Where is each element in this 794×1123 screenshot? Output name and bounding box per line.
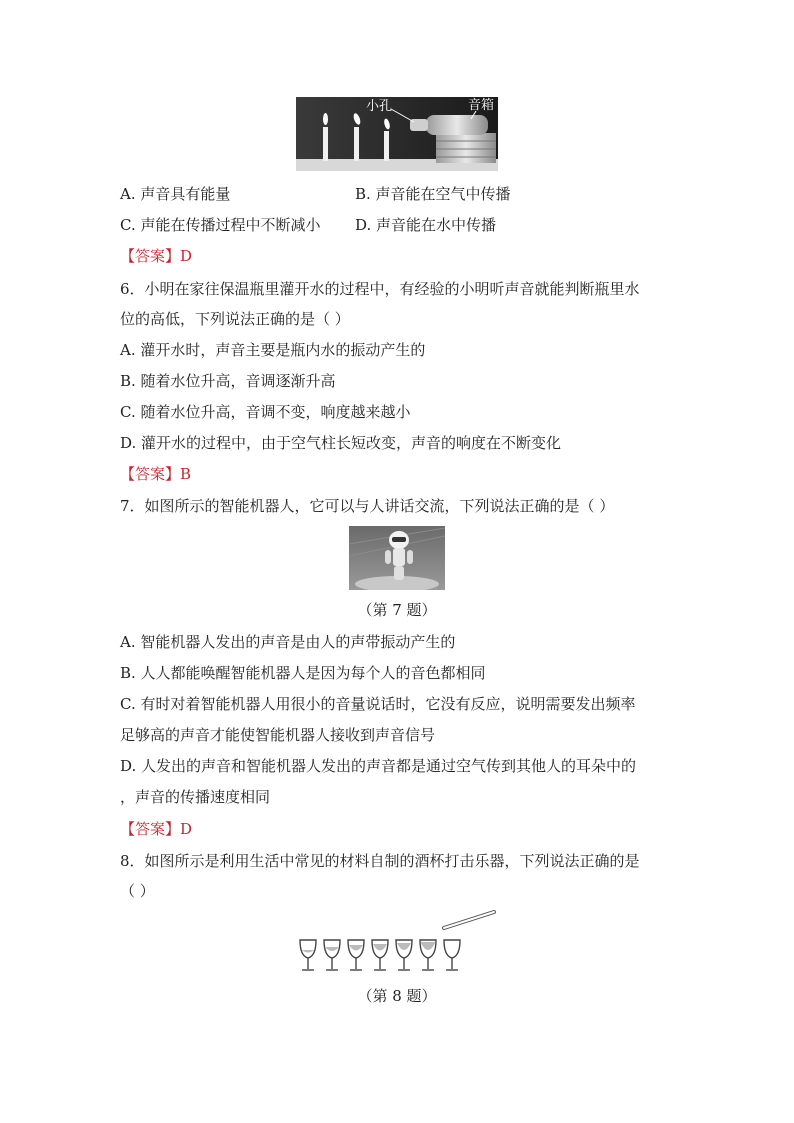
- q7-option-d-line1: D. 人发出的声音和智能机器人发出的声音都是通过空气传到其他人的耳朵中的: [120, 757, 637, 775]
- wine-glass-icon: [396, 940, 412, 970]
- q6-option-c: C. 随着水位升高，音调不变，响度越来越小: [120, 403, 411, 421]
- wine-glass-icon: [348, 940, 364, 970]
- q7-option-c-line1: C. 有时对着智能机器人用很小的音量说话时，它没有反应，说明需要发出频率: [120, 695, 636, 713]
- robot-figure: [349, 526, 445, 590]
- answer-value: D: [180, 247, 193, 265]
- label-speaker: 音箱: [468, 98, 495, 113]
- striker-stick: [444, 912, 494, 928]
- q5-option-a: A. 声音具有能量: [120, 185, 231, 203]
- answer-label: 【答案】: [120, 820, 181, 838]
- q7-option-d-line2: ，声音的传播速度相同: [120, 788, 271, 806]
- q7-option-a: A. 智能机器人发出的声音是由人的声带振动产生的: [120, 633, 456, 651]
- wine-glass-icon: [372, 940, 388, 970]
- wine-glasses: [300, 940, 460, 970]
- q7-option-b: B. 人人都能唤醒智能机器人是因为每个人的音色都相同: [120, 664, 486, 682]
- q5-option-d: D. 声音能在水中传播: [355, 216, 497, 234]
- q8-stem-line1: 8．如图所示是利用生活中常见的材料自制的酒杯打击乐器，下列说法正确的是: [120, 852, 640, 870]
- wine-glass-icon: [444, 940, 460, 970]
- q6-answer: [120, 464, 191, 484]
- q5-option-c: C. 声能在传播过程中不断减小: [120, 216, 321, 234]
- q8-stem-line2: （ ）: [120, 882, 155, 900]
- q6-option-b: B. 随着水位升高，音调逐渐升高: [120, 372, 336, 390]
- wine-glass-icon: [300, 940, 316, 970]
- wine-glass-icon: [324, 940, 340, 970]
- q8-caption: （第 8 题）: [357, 987, 437, 1005]
- q7-answer: [120, 819, 192, 839]
- q7-stem: 7．如图所示的智能机器人，它可以与人讲话交流，下列说法正确的是（ ）: [120, 497, 615, 515]
- wine-glass-icon: [420, 940, 436, 970]
- candle-speaker-figure: [296, 97, 498, 171]
- q6-option-a: A. 灌开水时，声音主要是瓶内水的振动产生的: [120, 341, 426, 359]
- q7-option-c-line2: 足够高的声音才能使智能机器人接收到声音信号: [120, 726, 436, 744]
- q6-stem-line2: 位的高低，下列说法正确的是（ ）: [120, 310, 350, 328]
- label-hole: 小孔: [366, 99, 393, 114]
- q7-caption: （第 7 题）: [357, 601, 437, 619]
- answer-label: 【答案】: [120, 247, 181, 265]
- answer-label: 【答案】: [120, 465, 181, 483]
- q6-stem-line1: 6．小明在家往保温瓶里灌开水的过程中，有经验的小明听声音就能判断瓶里水: [120, 280, 640, 298]
- wine-glass-instrument-figure: [296, 908, 500, 978]
- q5-answer: [120, 246, 192, 266]
- answer-value: B: [180, 465, 192, 483]
- answer-value: D: [180, 820, 193, 838]
- q6-option-d: D. 灌开水的过程中，由于空气柱长短改变，声音的响度在不断变化: [120, 434, 562, 452]
- q5-option-b: B. 声音能在空气中传播: [355, 185, 511, 203]
